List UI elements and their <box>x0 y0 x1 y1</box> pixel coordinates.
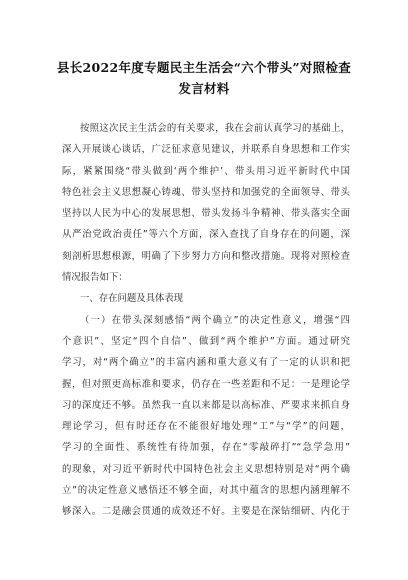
text-line: （一）在带头深刻感悟“两个确立”的决定性意义，增强“四 <box>80 314 350 326</box>
text-line: 习的深度还不够。虽然我一直以来都是以高标准、严要求来抓自身 <box>62 399 350 411</box>
document-body <box>62 118 350 523</box>
text-line: 情况报告如下： <box>62 272 128 284</box>
document-subtitle: 发言材料 <box>178 81 230 96</box>
paragraph-intro <box>62 118 350 288</box>
text-line: 按照这次民主生活会的有关要求，我在会前认真学习的基础上， <box>80 123 350 134</box>
document-title: 县长2022年度专题民主生活会“六个带头”对照检查 <box>56 60 352 75</box>
text-line: 握，但对照更高标准和要求，仍存在一些差距和不足：一是理论学 <box>62 378 350 390</box>
text-line: 刻剖析思想根源，明确了下步努力方向和整改措施。现将对照检查 <box>62 250 350 262</box>
text-line: 理论学习，但有时还存在不能很好地处理“工”与“学”的问题， <box>62 421 350 433</box>
text-line: 从严治党政治责任”等六个方面，深入查找了自身存在的问题，深 <box>62 229 350 241</box>
text-line: 立”的决定性意义感悟还不够全面，对其中蕴含的思想内涵理解不 <box>62 485 350 497</box>
text-line: 坚持以人民为中心的发展思想、带头发扬斗争精神、带头落实全面 <box>62 208 350 220</box>
text-line: 学习的全面性、系统性有待加强，存在“零敲碎打”“急学急用” <box>62 442 350 454</box>
section-heading <box>62 288 350 309</box>
section-heading-text: 一、存在问题及具体表现 <box>80 293 184 305</box>
text-line: 学习，对“两个确立”的丰富内涵和重大意义有了一定的认识和把 <box>62 357 350 369</box>
paragraph-section1 <box>62 310 350 523</box>
text-line: 深入开展谈心谈话，广泛征求意见建议，并联系自身思想和工作实 <box>62 144 350 156</box>
text-line: 够深入。二是融会贯通的成效还不好。主要是在深钻细研、内化于 <box>62 506 350 518</box>
text-line: 个意识”、坚定“四个自信”、做到“两个维护”方面。通过研究 <box>62 335 350 347</box>
text-line: 际，紧紧围绕“带头做到‘两个维护’、带头用习近平新时代中国 <box>62 165 350 177</box>
text-line: 特色社会主义思想凝心铸魂、带头坚持和加强党的全面领导、带头 <box>62 186 350 198</box>
text-line: 的现象，对习近平新时代中国特色社会主义思想特别是对“两个确 <box>62 463 350 475</box>
